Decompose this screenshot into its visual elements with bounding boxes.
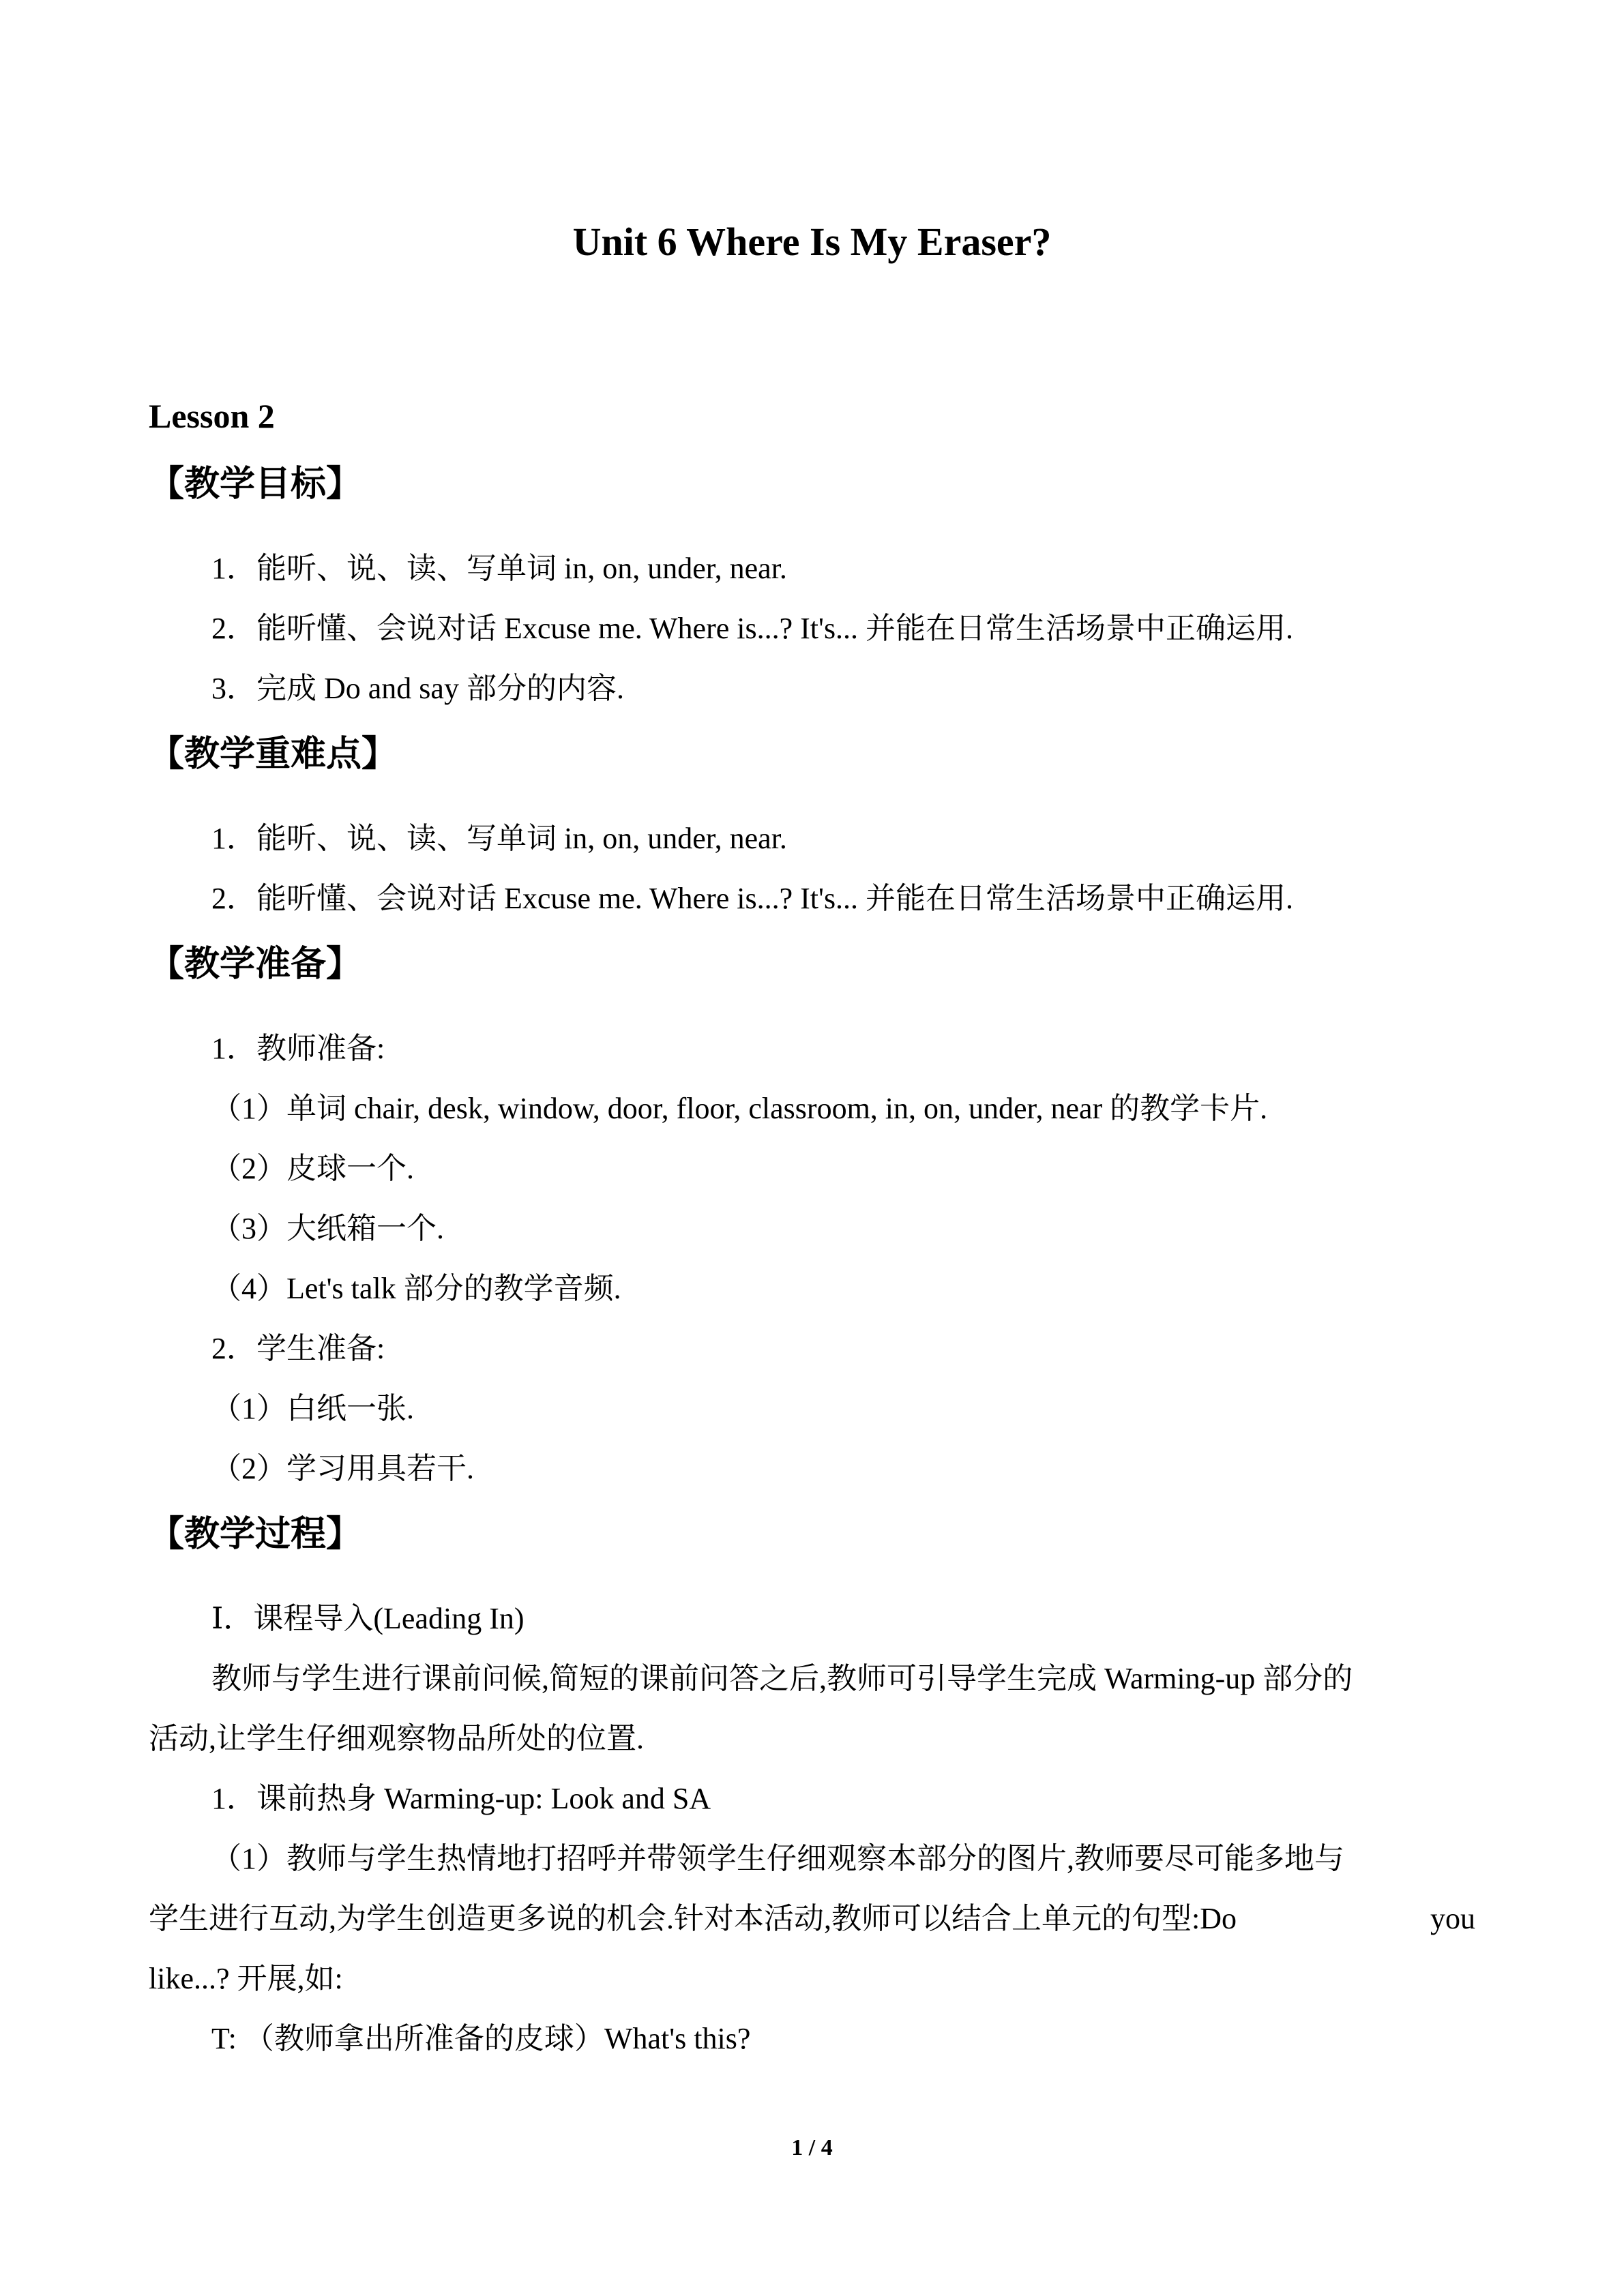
process-paragraph-1-line-2: 活动,让学生仔细观察物品所处的位置. — [149, 1722, 644, 1755]
page-number: 1 / 4 — [791, 2135, 833, 2160]
preparation-item-5: （4）Let's talk 部分的教学音频. — [211, 1272, 621, 1305]
objective-item-3: 3．完成 Do and say 部分的内容. — [211, 672, 624, 705]
process-warmup-heading: 1．课前热身 Warming-up: Look and SA — [211, 1782, 711, 1815]
process-paragraph-2-line-2 — [149, 1900, 1475, 1938]
section-heading-key-points: 【教学重难点】 — [149, 734, 398, 775]
preparation-item-6: 2．学生准备: — [211, 1332, 385, 1365]
objective-item-1: 1．能听、说、读、写单词 in, on, under, near. — [211, 552, 787, 585]
process-paragraph-2-line-2-end: you — [1430, 1902, 1475, 1935]
section-heading-objectives: 【教学目标】 — [149, 464, 362, 505]
process-paragraph-2-line-2-text: 学生进行互动,为学生创造更多说的机会.针对本活动,教师可以结合上单元的句型:Do — [149, 1902, 1237, 1935]
objective-item-2: 2．能听懂、会说对话 Excuse me. Where is...? It's... 并能在日常生活场景中正确运用. — [211, 612, 1294, 645]
lesson-label: Lesson 2 — [149, 397, 275, 435]
process-step-leading-in: Ⅰ．课程导入(Leading In) — [211, 1602, 525, 1635]
preparation-item-4: （3）大纸箱一个. — [211, 1212, 444, 1245]
preparation-item-8: （2）学习用具若干. — [211, 1452, 474, 1485]
key-point-item-2: 2．能听懂、会说对话 Excuse me. Where is...? It's... 并能在日常生活场景中正确运用. — [211, 882, 1294, 915]
preparation-item-2: （1）单词 chair, desk, window, door, floor, classroom, in, on, under, near 的教学卡片. — [211, 1092, 1268, 1125]
process-dialog-line: T: （教师拿出所准备的皮球）What's this? — [211, 2022, 751, 2055]
preparation-item-7: （1）白纸一张. — [211, 1392, 414, 1425]
document-title: Unit 6 Where Is My Eraser? — [572, 220, 1052, 264]
preparation-item-3: （2）皮球一个. — [211, 1152, 414, 1185]
section-heading-process: 【教学过程】 — [149, 1514, 362, 1555]
key-point-item-1: 1．能听、说、读、写单词 in, on, under, near. — [211, 822, 787, 855]
section-heading-preparation: 【教学准备】 — [149, 944, 362, 985]
process-paragraph-1-line-1: 教师与学生进行课前问候,简短的课前问答之后,教师可引导学生完成 Warming-up 部分的 — [211, 1662, 1353, 1695]
process-paragraph-2-line-1: （1）教师与学生热情地打招呼并带领学生仔细观察本部分的图片,教师要尽可能多地与 — [211, 1842, 1344, 1875]
process-paragraph-2-line-3: like...? 开展,如: — [149, 1962, 343, 1995]
preparation-item-1: 1．教师准备: — [211, 1032, 385, 1065]
